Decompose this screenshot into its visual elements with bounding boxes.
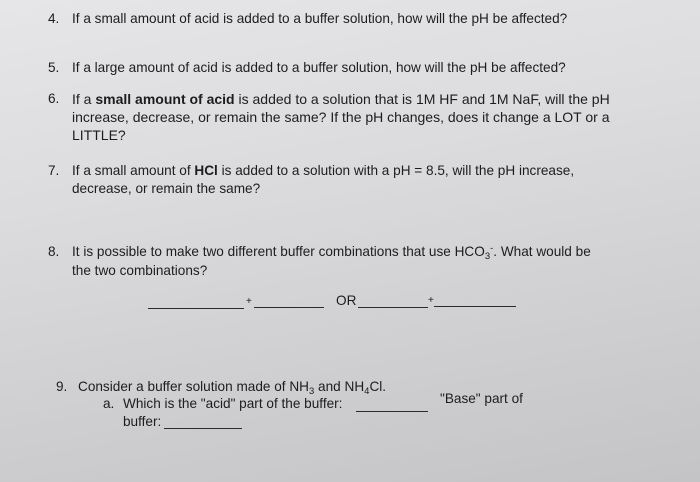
text-segment: is added to a solution that is 1M HF and 1M NaF, will the pH (234, 91, 610, 107)
question-text-line-1 (78, 378, 386, 396)
superscript: - (490, 243, 494, 254)
base-answer-blank[interactable] (164, 428, 242, 429)
text-segment: If a (72, 91, 96, 107)
question-6-line-2 (72, 108, 610, 126)
text-segment: is added to a solution with a pH = 8.5, will the pH increase, (217, 163, 575, 178)
text-segment: It is possible to make two different buffer combinations that use HCO (72, 244, 485, 259)
plus-sign: + (428, 295, 434, 306)
base-part-label: "Base" part of (440, 391, 523, 406)
sub-question-label: a. (103, 396, 115, 411)
question-6-line-3 (72, 126, 126, 144)
emphasis-text: HCl (194, 163, 218, 178)
plus-sign: + (246, 296, 252, 307)
acid-answer-blank[interactable] (356, 411, 428, 412)
or-label: OR (336, 293, 357, 308)
question-text-line-1 (72, 162, 574, 180)
buffer-label: buffer: (123, 414, 162, 429)
question-number: 8. (48, 244, 60, 259)
subscript: 3 (484, 251, 491, 262)
emphasis-text: small amount of acid (95, 91, 235, 107)
subscript: 4 (364, 386, 370, 397)
question-text-line-1 (72, 90, 610, 108)
sub-question-text: Which is the "acid" part of the buffer: (123, 396, 343, 411)
question-text-line-2: the two combinations? (72, 263, 208, 278)
question-7-line-2 (72, 180, 260, 198)
question-9a (103, 395, 343, 413)
answer-blank-2b[interactable] (434, 306, 516, 307)
text-segment: and NH (314, 379, 365, 394)
question-number: 5. (48, 60, 60, 75)
question-number: 9. (56, 379, 68, 394)
question-text: If a large amount of acid is added to a buffer solution, how will the pH be affected? (72, 60, 566, 75)
answer-blank-1b[interactable] (254, 307, 324, 308)
text-segment: . What would be (493, 244, 591, 259)
question-number: 4. (48, 11, 60, 26)
text-segment: If a small amount of (72, 163, 195, 178)
question-number: 7. (48, 163, 60, 178)
question-text: If a small amount of acid is added to a buffer solution, how will the pH be affected? (72, 11, 568, 26)
answer-blank-1a[interactable] (148, 308, 244, 309)
subscript: 3 (308, 386, 315, 397)
question-text-line-1 (72, 243, 591, 261)
question-8-line-2 (72, 262, 207, 280)
text-segment: Cl. (369, 379, 387, 394)
question-number: 6. (48, 91, 60, 106)
text-segment: Consider a buffer solution made of NH (78, 379, 309, 394)
question-text-line-2: decrease, or remain the same? (72, 181, 261, 196)
question-text-line-2: increase, decrease, or remain the same? If the pH changes, does it change a LOT or a (72, 109, 610, 125)
answer-blank-2a[interactable] (358, 307, 428, 308)
question-text-line-3: LITTLE? (72, 127, 126, 143)
